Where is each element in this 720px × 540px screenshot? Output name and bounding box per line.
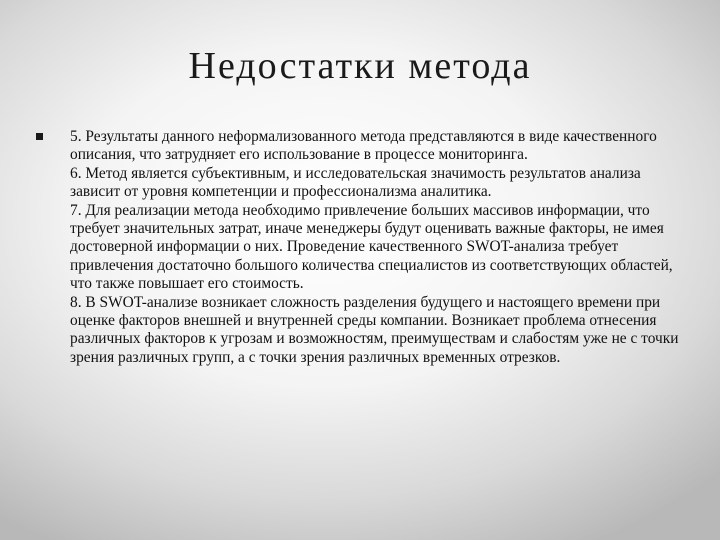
square-bullet-icon <box>36 133 43 140</box>
paragraph-8: 8. В SWOT-анализе возникает сложность разделения будущего и настоящего времени при оценке факторов внешней и внутренней среды компании. Возникает проблема отнесения различных факторов к угрозам и возможностям, преимуществам и слабостям уже не с точки зрения различных групп, а с точки зрения различных временных отрезков. <box>70 293 679 366</box>
bullet-text <box>70 128 686 367</box>
paragraph-7: 7. Для реализации метода необходимо привлечение больших массивов информации, что требует значительных затрат, иначе менеджеры будут оценивать важные факторы, не имея достоверной информации о них. Проведение качественного SWOT-анализа требует привлечения достаточно большого количества специалистов из соответствующих областей, что также повышает его стоимость. <box>70 201 673 293</box>
paragraph-6: 6. Метод является субъективным, и исследовательская значимость результатов анализа зависит от уровня компетенции и профессионализма аналитика. <box>70 164 641 201</box>
slide-title: Недостатки метода <box>188 45 532 87</box>
paragraph-5: 5. Результаты данного неформализованного метода представляются в виде качественного описания, что затрудняет его использование в процессе мониторинга. <box>70 128 657 164</box>
